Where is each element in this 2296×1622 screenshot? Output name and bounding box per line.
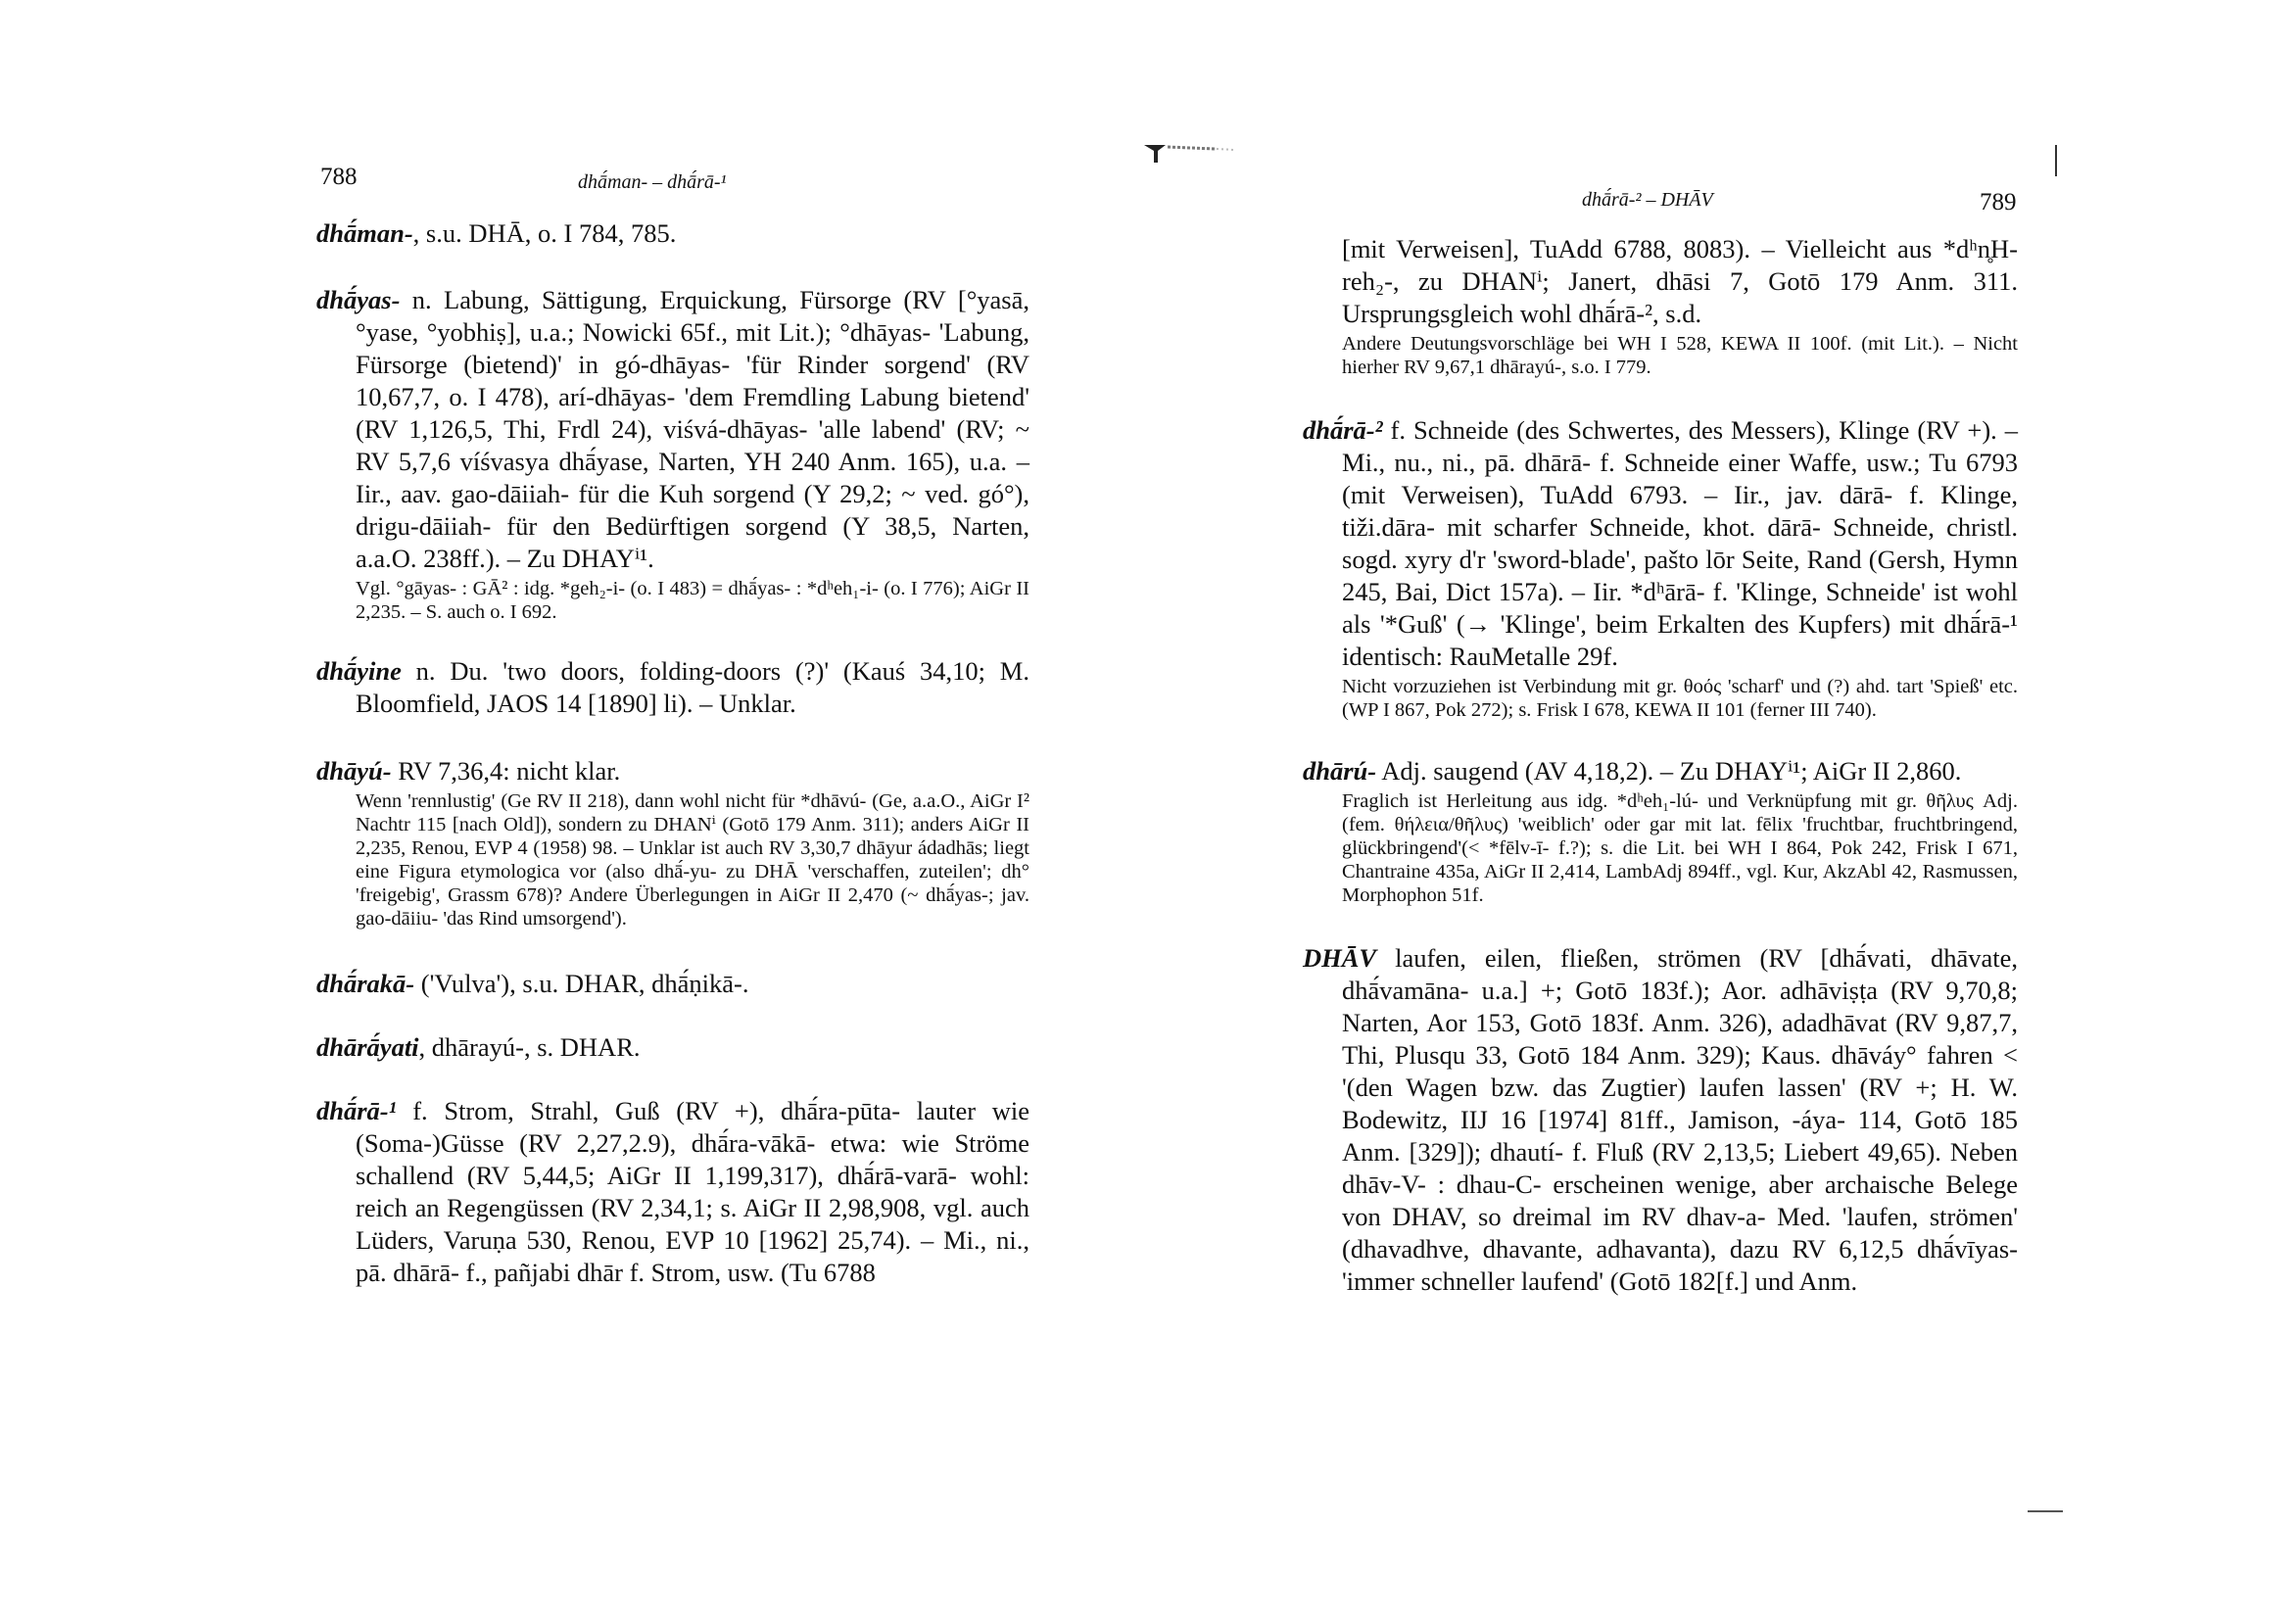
right-column bbox=[1303, 233, 2018, 1298]
note-dhara-2: Nicht vorzuziehen ist Verbindung mit gr. θοός 'scharf' und (?) ahd. tart 'Spieß' etc. (WP I 867, Pok 272); s. Frisk I 678, KEWA II 101 (ferner III 740). bbox=[1342, 676, 2018, 721]
entry-dharaka: dhā́rakā- ('Vulva'), s.u. DHAR, dhā́ṇikā-. bbox=[316, 969, 749, 998]
entry-dhara-2: dhā́rā-² f. Schneide (des Schwertes, des Messers), Klinge (RV +). – Mi., nu., ni., pā. dhārā- f. Schneide einer Waffe, usw.; Tu 6793 (mit Verweisen), TuAdd 6793. – Iir., jav. dārā- f. Klinge, tiži.dāra- mit scharfer Schneide, khot. dārā- Schneide, christl. sogd. xyry d'r 'sword-blade', pašto lōr Seite, Rand (Gersh, Hymn 245, Bai, Dict 157a). – Iir. *dʰārā- f. 'Klinge, Schneide' ist wohl als '*Guß' (→ 'Klinge', beim Erkalten des Kupfers) mit dhā́rā-¹ identisch: RauMetalle 29f. Nicht vorzuziehen ist Verbindung mit gr. θοός 'scharf' und (?) ahd. tart 'Spieß' etc. (WP I 867, Pok 272); s. Frisk I 678, KEWA II 101 (ferner III 740). bbox=[1303, 415, 2018, 721]
running-head-left: dhā́man- – dhā́rā-¹ bbox=[578, 171, 727, 193]
entry-dhayine: dhā́yine n. Du. 'two doors, folding-doors (?)' (Kauś 34,10; M. Bloomfield, JAOS 14 [1890] li). – Unklar. bbox=[316, 656, 1029, 718]
scan-artifact-mark bbox=[1136, 137, 1254, 167]
edge-dash-mark bbox=[2028, 1510, 2063, 1512]
continuation-dhara-1: [mit Verweisen], TuAdd 6788, 8083). – Vielleicht aus *dʰn̥H-reh₂-, zu DHANⁱ; Janert, dhāsi 7, Gotō 179 Anm. 311. Ursprungsgleich wohl dhā́rā-², s.d. Andere Deutungsvorschläge bei WH I 528, KEWA II 100f. (mit Lit.). – Nicht hierher RV 9,67,1 dhārayú-, s.o. I 779. bbox=[1342, 234, 2018, 378]
entry-dharayati: dhārā́yati, dhārayú-, s. DHAR. bbox=[316, 1032, 641, 1062]
note-dharu: Fraglich ist Herleitung aus idg. *dʰeh₁-lú- und Verknüpfung mit gr. θῆλυς Adj. (fem. θήλεια/θῆλυς) 'weiblich' oder gar mit lat. fēlix 'fruchtbar, fruchtbringend, glückbringend'(< *fēlv-ī- f.?); s. die Lit. bei WH I 864, Pok 242, Frisk I 671, Chantraine 435a, AiGr II 2,414, LambAdj 894ff., vgl. Kur, AkzAbl 42, Rasmussen, Morphophon 51f. bbox=[1342, 790, 2018, 906]
note-dhayas: Vgl. °gāyas- : GĀ² : idg. *geh₂-i- (o. I 483) = dhā́yas- : *dʰeh₁-i- (o. I 776); AiGr II 2,235. – S. auch o. I 692. bbox=[356, 578, 1029, 623]
entry-dhayu: dhāyú- RV 7,36,4: nicht klar. Wenn 'rennlustig' (Ge RV II 218), dann wohl nicht für *dhāvú- (Ge, a.a.O., AiGr I² Nachtr 115 [nach Old]), sondern zu DHANⁱ (Gotō 179 Anm. 311); anders AiGr II 2,235, Renou, EVP 4 (1958) 98. – Unklar ist auch RV 3,30,7 dhāyur ádadhās; liegt eine Figura etymologica vor (also dhā́-yu- zu DHĀ 'verschaffen, zuteilen'; dh° 'freigebig', Grassm 678)? Andere Überlegungen in AiGr II 2,470 (~ dhā́yas-; jav. gao-dāiiu- 'das Rind umsorgend'). bbox=[316, 756, 1029, 930]
note-dhayu: Wenn 'rennlustig' (Ge RV II 218), dann wohl nicht für *dhāvú- (Ge, a.a.O., AiGr I² Nachtr 115 [nach Old]), sondern zu DHANⁱ (Gotō 179 Anm. 311); anders AiGr II 2,235, Renou, EVP 4 (1958) 98. – Unklar ist auch RV 3,30,7 dhāyur ádadhās; liegt eine Figura etymologica vor (also dhā́-yu- zu DHĀ 'verschaffen, zuteilen'; dh° 'freigebig', Grassm 678)? Andere Überlegungen in AiGr II 2,470 (~ dhā́yas-; jav. gao-dāiiu- 'das Rind umsorgend'). bbox=[356, 790, 1029, 930]
left-column bbox=[316, 217, 1029, 1289]
edge-tick-mark bbox=[2055, 145, 2057, 176]
entry-dhaman: dhā́man-, s.u. DHĀ, o. I 784, 785. bbox=[316, 218, 677, 248]
entry-dhayas: dhā́yas- n. Labung, Sättigung, Erquickung, Fürsorge (RV [°yasā, °yase, °yobhiṣ], u.a.; Nowicki 65f., mit Lit.); °dhāyas- 'Labung, Fürsorge (bietend)' in gó-dhāyas- 'für Rinder sorgend' (RV 10,67,7, o. I 478), arí-dhāyas- 'dem Fremdling Labung bietend' (RV 1,126,5, Thi, Frdl 24), viśvá-dhāyas- 'alle labend' (RV; ~ RV 5,7,6 víśvasya dhā́yase, Narten, YH 240 Anm. 165), u.a. – Iir., aav. gao-dāiiah- für die Kuh sorgend (Y 29,2; ~ ved. gó°), drigu-dāiiah- für den Bedürftigen sorgend (Y 38,5, Narten, a.a.O. 238ff.). – Zu DHAYⁱ¹. Vgl. °gāyas- : GĀ² : idg. *geh₂-i- (o. I 483) = dhā́yas- : *dʰeh₁-i- (o. I 776); AiGr II 2,235. – S. auch o. I 692. bbox=[316, 285, 1029, 623]
entry-dharu: dhārú- Adj. saugend (AV 4,18,2). – Zu DHAYⁱ¹; AiGr II 2,860. Fraglich ist Herleitung aus idg. *dʰeh₁-lú- und Verknüpfung mit gr. θῆλυς Adj. (fem. θήλεια/θῆλυς) 'weiblich' oder gar mit lat. fēlix 'fruchtbar, fruchtbringend, glückbringend'(< *fēlv-ī- f.?); s. die Lit. bei WH I 864, Pok 242, Frisk I 671, Chantraine 435a, AiGr II 2,414, LambAdj 894ff., vgl. Kur, AkzAbl 42, Rasmussen, Morphophon 51f. bbox=[1303, 756, 2018, 906]
note-continuation: Andere Deutungsvorschläge bei WH I 528, KEWA II 100f. (mit Lit.). – Nicht hierher RV 9,67,1 dhārayú-, s.o. I 779. bbox=[1342, 333, 2018, 378]
entry-dhara-1: dhā́rā-¹ f. Strom, Strahl, Guß (RV +), dhā́ra-pūta- lauter wie (Soma-)Güsse (RV 2,27,2.9), dhā́ra-vākā- etwa: wie Ströme schallend (RV 5,44,5; AiGr II 1,199,317), dhā́rā-varā- wohl: reich an Regengüssen (RV 2,34,1; s. AiGr II 2,98,908, vgl. auch Lüders, Varuṇa 530, Renou, EVP 10 [1962] 25,74). – Mi., ni., pā. dhārā- f., pañjabi dhār f. Strom, usw. (Tu 6788 bbox=[316, 1096, 1029, 1287]
page-number-right: 789 bbox=[1980, 189, 2017, 215]
entry-dhav: DHĀV laufen, eilen, fließen, strömen (RV [dhā́vati, dhāvate, dhā́vamāna- u.a.] +; Gotō 183f.); Aor. adhāviṣṭa (RV 9,70,8; Narten, Aor 153, Gotō 183f. Anm. 326), adadhāvat (RV 9,87,7, Thi, Plusqu 33, Gotō 184 Anm. 329); Kaus. dhāváy° fahren < '(den Wagen bzw. das Zugtier) laufen lassen' (RV +; H. W. Bodewitz, IIJ 16 [1974] 81ff., Jamison, -áya- 114, Gotō 185 Anm. [329]); dhautí- f. Fluß (RV 2,13,5; Liebert 49,65). Neben dhāv-V- : dhau-C- erscheinen wenige, aber archaische Belege von DHAV, so dreimal im RV dhav-a- Med. 'laufen, strömen' (dhavadhve, dhavante, adhavanta), dazu RV 6,12,5 dhā́vīyas- 'immer schneller laufend' (Gotō 182[f.] und Anm. bbox=[1303, 943, 2018, 1296]
page-number-left: 788 bbox=[320, 164, 358, 190]
running-head-right: dhā́rā-² – DHĀV bbox=[1582, 189, 1713, 211]
